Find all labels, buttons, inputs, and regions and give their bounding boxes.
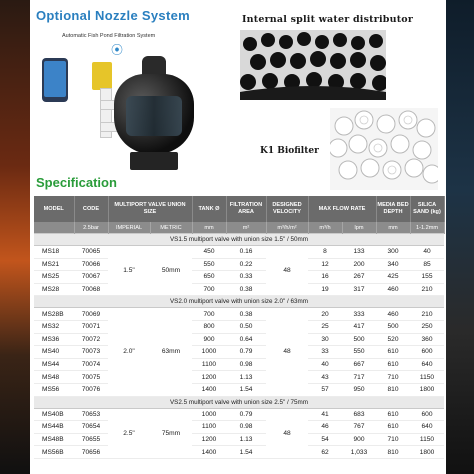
imperial-size-cell: 2.0" <box>108 308 150 396</box>
tank-cell: 1400 <box>192 446 226 459</box>
flow-m3h-cell: 43 <box>308 371 342 384</box>
flow-m3h-cell: 57 <box>308 383 342 396</box>
code-cell: 70075 <box>74 371 108 384</box>
wifi-icon: ⦿ <box>110 43 123 57</box>
tank-cell: 450 <box>192 246 226 259</box>
code-cell: 70068 <box>74 283 108 296</box>
model-cell: MS18 <box>34 246 74 259</box>
table-row <box>34 383 444 396</box>
table-row <box>34 308 444 321</box>
unit-cell: m³/h <box>308 222 342 234</box>
silica-sand-cell: 155 <box>410 271 444 284</box>
area-cell: 1.13 <box>226 371 266 384</box>
specification-table-body <box>34 234 444 459</box>
flow-m3h-cell: 25 <box>308 320 342 333</box>
header-cell: CODE <box>74 196 108 222</box>
silica-sand-cell: 250 <box>410 320 444 333</box>
table-row <box>34 408 444 421</box>
model-cell: MS40 <box>34 346 74 359</box>
flow-lpm-cell: 550 <box>342 346 376 359</box>
flow-m3h-cell: 30 <box>308 333 342 346</box>
model-cell: MS32 <box>34 320 74 333</box>
model-cell: MS48B <box>34 433 74 446</box>
unit-cell: mm <box>192 222 226 234</box>
bed-depth-cell: 710 <box>376 433 410 446</box>
table-row <box>34 271 444 284</box>
tank-stand-icon <box>130 152 178 170</box>
area-cell: 0.98 <box>226 421 266 434</box>
flow-lpm-cell: 683 <box>342 408 376 421</box>
unit-cell: METRIC <box>150 222 192 234</box>
tank-cell: 550 <box>192 258 226 271</box>
silica-sand-cell: 1800 <box>410 446 444 459</box>
model-cell: MS25 <box>34 271 74 284</box>
table-row <box>34 421 444 434</box>
table-row <box>34 246 444 259</box>
flow-m3h-cell: 62 <box>308 446 342 459</box>
silica-sand-cell: 600 <box>410 408 444 421</box>
metric-size-cell: 50mm <box>150 246 192 296</box>
unit-cell: lpm <box>342 222 376 234</box>
code-cell: 70654 <box>74 421 108 434</box>
header-cell: SILICA SAND (kg) <box>410 196 444 222</box>
velocity-cell: 48 <box>266 308 308 396</box>
code-cell: 70071 <box>74 320 108 333</box>
pond-background-right <box>446 0 474 474</box>
table-row <box>34 433 444 446</box>
tank-cell: 800 <box>192 320 226 333</box>
model-cell: MS28 <box>34 283 74 296</box>
flow-m3h-cell: 8 <box>308 246 342 259</box>
model-cell: MS40B <box>34 408 74 421</box>
model-cell: MS48 <box>34 371 74 384</box>
tank-cell: 1100 <box>192 358 226 371</box>
group-caption: VS1.5 multiport valve with union size 1.5" / 50mm <box>34 234 444 246</box>
flow-m3h-cell: 33 <box>308 346 342 359</box>
bed-depth-cell: 610 <box>376 358 410 371</box>
silica-sand-cell: 1150 <box>410 433 444 446</box>
bed-depth-cell: 810 <box>376 446 410 459</box>
bed-depth-cell: 610 <box>376 408 410 421</box>
unit-cell <box>34 222 74 234</box>
tank-cell: 650 <box>192 271 226 284</box>
multiport-valve-icon <box>142 56 166 76</box>
tank-cell: 1000 <box>192 408 226 421</box>
koi-pond-background-left <box>0 0 30 474</box>
model-cell: MS28B <box>34 308 74 321</box>
code-cell: 70655 <box>74 433 108 446</box>
model-cell: MS56B <box>34 446 74 459</box>
flow-lpm-cell: 317 <box>342 283 376 296</box>
silica-sand-cell: 40 <box>410 246 444 259</box>
tank-window-icon <box>126 96 182 136</box>
flow-lpm-cell: 767 <box>342 421 376 434</box>
distributor-title: Internal split water distributor <box>242 14 414 25</box>
model-cell: MS44 <box>34 358 74 371</box>
tank-cell: 1400 <box>192 383 226 396</box>
bed-depth-cell: 520 <box>376 333 410 346</box>
bed-depth-cell: 500 <box>376 320 410 333</box>
imperial-size-cell: 1.5" <box>108 246 150 296</box>
header-cell: MAX FLOW RATE <box>308 196 376 222</box>
table-row <box>34 358 444 371</box>
table-row <box>34 320 444 333</box>
velocity-cell: 48 <box>266 408 308 458</box>
smartphone-icon <box>42 58 68 102</box>
code-cell: 70069 <box>74 308 108 321</box>
flow-lpm-cell: 333 <box>342 308 376 321</box>
area-cell: 0.16 <box>226 246 266 259</box>
distributor-image <box>240 30 386 100</box>
specification-title: Specification <box>36 175 117 190</box>
code-cell: 70653 <box>74 408 108 421</box>
table-row <box>34 371 444 384</box>
model-cell: MS56 <box>34 383 74 396</box>
flow-lpm-cell: 417 <box>342 320 376 333</box>
flow-m3h-cell: 54 <box>308 433 342 446</box>
silica-sand-cell: 210 <box>410 283 444 296</box>
area-cell: 0.22 <box>226 258 266 271</box>
bed-depth-cell: 610 <box>376 346 410 359</box>
area-cell: 0.38 <box>226 283 266 296</box>
table-row <box>34 446 444 459</box>
unit-cell: 2.5bar <box>74 222 108 234</box>
group-caption-row <box>34 396 444 408</box>
area-cell: 1.13 <box>226 433 266 446</box>
biofilter-media-image <box>330 108 438 190</box>
table-row <box>34 258 444 271</box>
silica-sand-cell: 360 <box>410 333 444 346</box>
area-cell: 0.64 <box>226 333 266 346</box>
code-cell: 70067 <box>74 271 108 284</box>
flow-m3h-cell: 46 <box>308 421 342 434</box>
area-cell: 0.79 <box>226 408 266 421</box>
imperial-size-cell: 2.5" <box>108 408 150 458</box>
flow-lpm-cell: 950 <box>342 383 376 396</box>
silica-sand-cell: 640 <box>410 421 444 434</box>
flow-lpm-cell: 1,033 <box>342 446 376 459</box>
area-cell: 0.79 <box>226 346 266 359</box>
group-caption: VS2.0 multiport valve with union size 2.0" / 63mm <box>34 296 444 308</box>
silica-sand-cell: 1800 <box>410 383 444 396</box>
bed-depth-cell: 300 <box>376 246 410 259</box>
unit-cell: 1-1.2mm <box>410 222 444 234</box>
header-cell: MODEL <box>34 196 74 222</box>
code-cell: 70072 <box>74 333 108 346</box>
tank-cell: 900 <box>192 333 226 346</box>
code-cell: 70066 <box>74 258 108 271</box>
tank-cell: 700 <box>192 283 226 296</box>
bed-depth-cell: 460 <box>376 308 410 321</box>
group-caption: VS2.5 multiport valve with union size 2.5" / 75mm <box>34 396 444 408</box>
code-cell: 70073 <box>74 346 108 359</box>
area-cell: 0.38 <box>226 308 266 321</box>
metric-size-cell: 75mm <box>150 408 192 458</box>
unit-cell: IMPERIAL <box>108 222 150 234</box>
header-cell: FILTRATION AREA <box>226 196 266 222</box>
header-cell: MEDIA BED DEPTH <box>376 196 410 222</box>
flow-m3h-cell: 16 <box>308 271 342 284</box>
flow-lpm-cell: 900 <box>342 433 376 446</box>
specification-table <box>34 196 445 459</box>
header-cell: DESIGNED VELOCITY <box>266 196 308 222</box>
flow-lpm-cell: 133 <box>342 246 376 259</box>
metric-size-cell: 63mm <box>150 308 192 396</box>
tank-cell: 1200 <box>192 371 226 384</box>
silica-sand-cell: 600 <box>410 346 444 359</box>
bed-depth-cell: 810 <box>376 383 410 396</box>
control-box-icon <box>92 62 112 90</box>
tank-cell: 700 <box>192 308 226 321</box>
bed-depth-cell: 610 <box>376 421 410 434</box>
silica-sand-cell: 640 <box>410 358 444 371</box>
tank-cell: 1200 <box>192 433 226 446</box>
nozzle-system-title: Optional Nozzle System <box>36 8 190 23</box>
flow-m3h-cell: 20 <box>308 308 342 321</box>
area-cell: 0.50 <box>226 320 266 333</box>
code-cell: 70656 <box>74 446 108 459</box>
tank-cell: 1000 <box>192 346 226 359</box>
flow-lpm-cell: 717 <box>342 371 376 384</box>
bed-depth-cell: 425 <box>376 271 410 284</box>
group-caption-row <box>34 234 444 246</box>
spec-sheet <box>30 0 446 474</box>
table-row <box>34 346 444 359</box>
group-caption-row <box>34 296 444 308</box>
header-cell: MULTIPORT VALVE UNION SIZE <box>108 196 192 222</box>
bed-depth-cell: 460 <box>376 283 410 296</box>
flow-lpm-cell: 267 <box>342 271 376 284</box>
velocity-cell: 48 <box>266 246 308 296</box>
table-row <box>34 283 444 296</box>
table-unit-row <box>34 222 444 234</box>
area-cell: 1.54 <box>226 446 266 459</box>
model-cell: MS21 <box>34 258 74 271</box>
header-cell: TANK Ø <box>192 196 226 222</box>
area-cell: 0.33 <box>226 271 266 284</box>
fish-pond-subtitle: Automatic Fish Pond Filtration System <box>62 33 156 39</box>
flow-m3h-cell: 12 <box>308 258 342 271</box>
unit-cell: mm <box>376 222 410 234</box>
biofilter-title: K1 Biofilter <box>260 146 319 156</box>
flow-m3h-cell: 40 <box>308 358 342 371</box>
silica-sand-cell: 210 <box>410 308 444 321</box>
unit-cell: m³/h/m² <box>266 222 308 234</box>
bed-depth-cell: 340 <box>376 258 410 271</box>
code-cell: 70074 <box>74 358 108 371</box>
area-cell: 0.98 <box>226 358 266 371</box>
table-header-row <box>34 196 444 222</box>
tank-cell: 1100 <box>192 421 226 434</box>
unit-cell: m² <box>226 222 266 234</box>
silica-sand-cell: 85 <box>410 258 444 271</box>
flow-m3h-cell: 19 <box>308 283 342 296</box>
code-cell: 70076 <box>74 383 108 396</box>
model-cell: MS36 <box>34 333 74 346</box>
table-row <box>34 333 444 346</box>
area-cell: 1.54 <box>226 383 266 396</box>
bed-depth-cell: 710 <box>376 371 410 384</box>
flow-lpm-cell: 667 <box>342 358 376 371</box>
flow-lpm-cell: 500 <box>342 333 376 346</box>
flow-m3h-cell: 41 <box>308 408 342 421</box>
model-cell: MS44B <box>34 421 74 434</box>
code-cell: 70065 <box>74 246 108 259</box>
flow-lpm-cell: 200 <box>342 258 376 271</box>
silica-sand-cell: 1150 <box>410 371 444 384</box>
